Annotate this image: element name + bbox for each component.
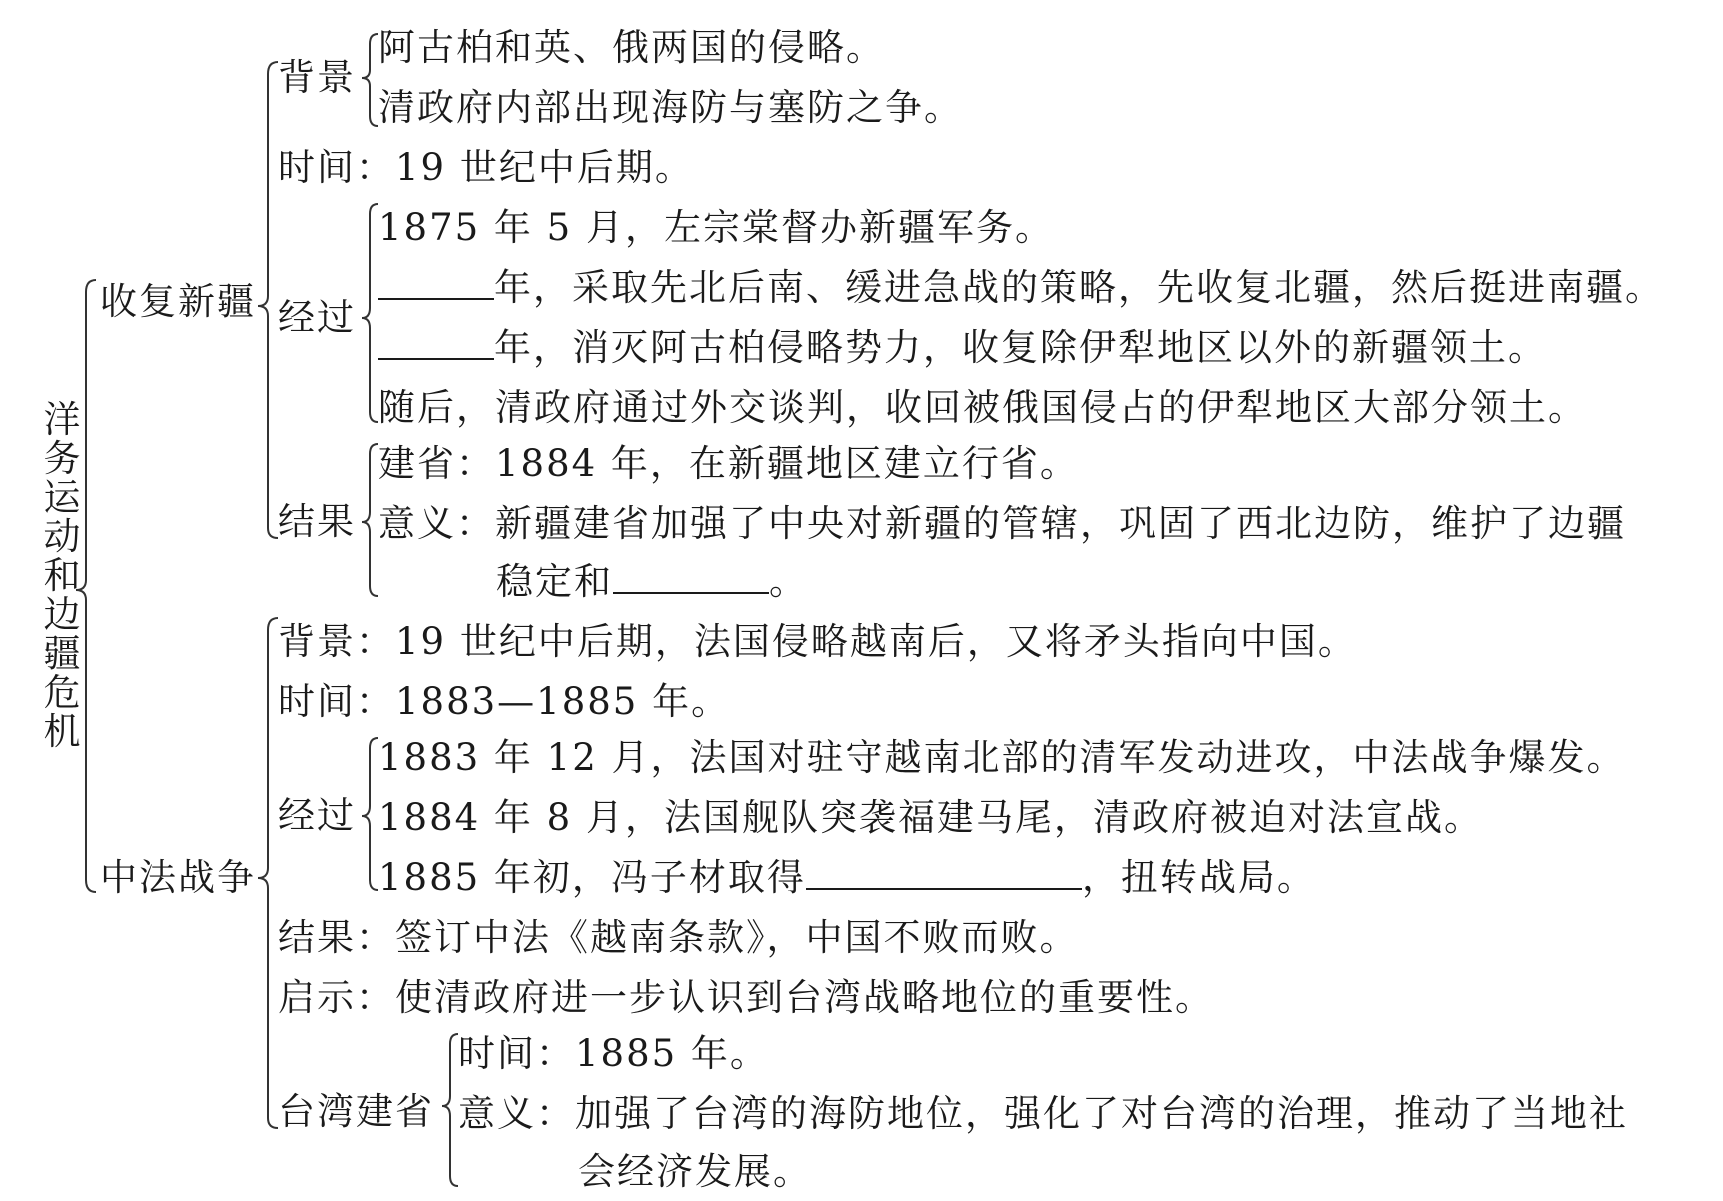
xj-background-label: 背景 — [278, 56, 356, 99]
sf-time: 时间：1883—1885 年。 — [278, 680, 731, 723]
tw-significance-cont: 会经济发展。 — [578, 1150, 812, 1193]
sf-process-item-3-text: 1885 年初，冯子材取得 — [378, 856, 806, 899]
xj-result-label: 结果 — [278, 500, 356, 543]
xj-result-significance: 意义：新疆建省加强了中央对新疆的管辖，巩固了西北边防，维护了边疆 — [378, 502, 1626, 545]
fill-in-blank[interactable] — [378, 264, 494, 300]
sf-result: 结果：签订中法《越南条款》，中国不败而败。 — [278, 916, 1079, 959]
fill-in-blank[interactable] — [378, 324, 494, 360]
xj-result-brace — [362, 444, 378, 596]
fill-in-blank[interactable] — [613, 558, 769, 594]
xj-process-item-3-text: 年，消灭阿古柏侵略势力，收复除伊犁地区以外的新疆领土。 — [494, 326, 1547, 369]
xj-time: 时间：19 世纪中后期。 — [278, 146, 694, 189]
root-label: 洋务运动和边疆危机 — [43, 398, 81, 753]
sf-process-label: 经过 — [278, 794, 356, 837]
xj-process-brace — [362, 204, 378, 422]
sf-process-item-3-end: ，扭转战局。 — [1081, 856, 1316, 899]
tw-brace — [442, 1034, 458, 1186]
sf-process-brace — [362, 738, 378, 890]
xj-process-item-4: 随后，清政府通过外交谈判，收回被俄国侵占的伊犁地区大部分领土。 — [378, 386, 1587, 429]
sf-lesson: 启示：使清政府进一步认识到台湾战略地位的重要性。 — [278, 976, 1214, 1019]
xj-bg-brace — [362, 34, 378, 126]
tw-significance: 意义：加强了台湾的海防地位，强化了对台湾的治理，推动了当地社 — [458, 1092, 1628, 1135]
xj-result-period: 。 — [769, 560, 808, 603]
xj-result-significance-cont-text: 稳定和 — [496, 560, 613, 603]
sf-process-item-3 — [378, 854, 1316, 902]
xj-result-significance-cont — [496, 558, 808, 606]
tw-province-label: 台湾建省 — [278, 1090, 434, 1133]
tw-time: 时间：1885 年。 — [458, 1032, 769, 1075]
xj-process-item-2-text: 年，采取先北后南、缓进急战的策略，先收复北疆，然后挺进南疆。 — [494, 266, 1664, 309]
xj-process-item-3 — [378, 324, 1547, 372]
xj-process-item-2 — [378, 264, 1664, 312]
xinjiang-brace — [258, 62, 278, 538]
xinjiang-label: 收复新疆 — [100, 280, 256, 323]
xj-result-province: 建省：1884 年，在新疆地区建立行省。 — [378, 442, 1079, 485]
fill-in-blank[interactable] — [806, 854, 1082, 890]
sinofrench-brace — [258, 618, 278, 1128]
xj-process-label: 经过 — [278, 296, 356, 339]
sf-background: 背景：19 世纪中后期，法国侵略越南后，又将矛头指向中国。 — [278, 620, 1357, 663]
xj-background-item-2: 清政府内部出现海防与塞防之争。 — [378, 86, 963, 129]
xj-process-item-1: 1875 年 5 月，左宗棠督办新疆军务。 — [378, 206, 1054, 249]
sf-process-item-1: 1883 年 12 月，法国对驻守越南北部的清军发动进攻，中法战争爆发。 — [378, 736, 1626, 779]
sinofrench-label: 中法战争 — [100, 856, 256, 899]
sf-process-item-2: 1884 年 8 月，法国舰队突袭福建马尾，清政府被迫对法宣战。 — [378, 796, 1483, 839]
xj-background-item-1: 阿古柏和英、俄两国的侵略。 — [378, 26, 885, 69]
